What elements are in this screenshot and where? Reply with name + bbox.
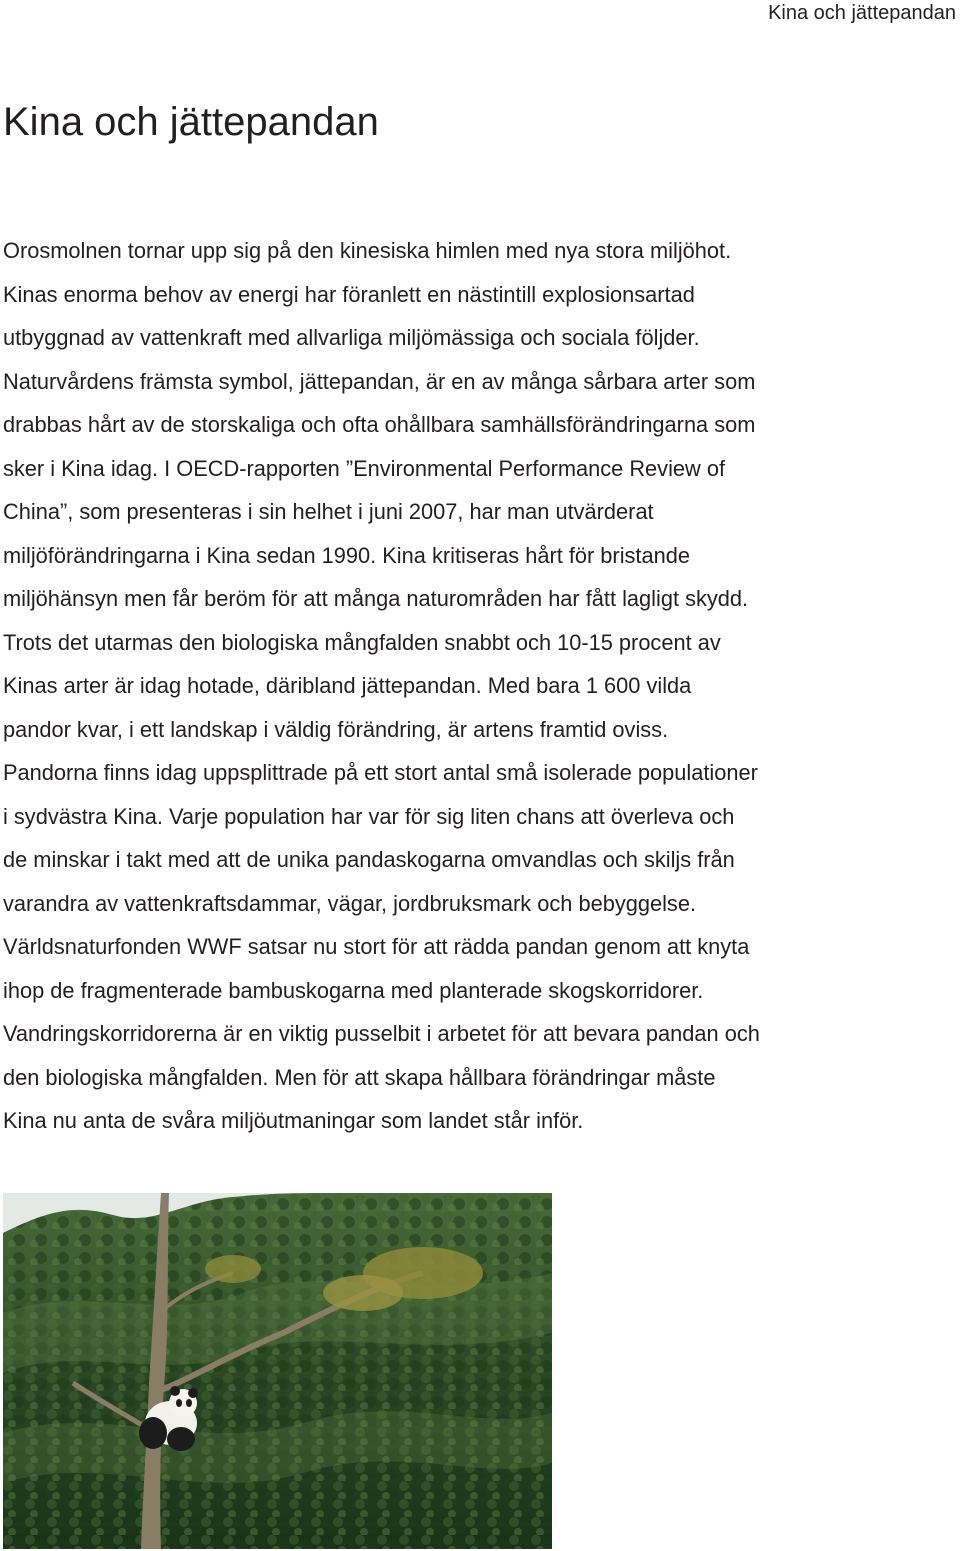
body-line: Världsnaturfonden WWF satsar nu stort för att rädda pandan genom att knyta [3,934,750,959]
body-line: Vandringskorridorerna är en viktig pusselbit i arbetet för att bevara pandan och [3,1021,760,1046]
body-line: miljöhänsyn men får beröm för att många naturområden har fått lagligt skydd. [3,586,749,611]
body-line: China”, som presenteras i sin helhet i juni 2007, har man utvärderat [3,499,654,524]
body-line: de minskar i takt med att de unika pandaskogarna omvandlas och skiljs från [3,847,735,872]
body-line: varandra av vattenkraftsdammar, vägar, jordbruksmark och bebyggelse. [3,890,696,916]
panda-in-tree-photo [3,1193,552,1549]
body-line: Pandorna finns idag uppsplittrade på ett stort antal små isolerade populationer [3,760,758,785]
page-title: Kina och jättepandan [3,100,379,144]
running-header: Kina och jättepandan [768,2,956,24]
body-line: pandor kvar, i ett landskap i väldig förändring, är artens framtid oviss. [3,716,669,742]
body-line: sker i Kina idag. I OECD-rapporten ”Environmental Performance Review of [3,455,726,481]
body-line: drabbas hårt av de storskaliga och ofta ohållbara samhällsförändringarna som [3,412,756,437]
body-line: Orosmolnen tornar upp sig på den kinesiska himlen med nya stora miljöhot. [3,238,732,263]
body-line: miljöförändringarna i Kina sedan 1990. Kina kritiseras hårt för bristande [3,542,690,568]
body-line: den biologiska mångfalden. Men för att skapa hållbara förändringar måste [3,1064,716,1090]
body-line: Trots det utarmas den biologiska mångfalden snabbt och 10-15 procent av [3,629,721,655]
body-line: i sydvästra Kina. Varje population har var för sig liten chans att överleva och [3,803,735,829]
body-line: Naturvårdens främsta symbol, jättepandan, är en av många sårbara arter som [3,368,756,394]
body-line: Kinas arter är idag hotade, däribland jättepandan. Med bara 1 600 vilda [3,673,692,698]
body-line: ihop de fragmenterade bambuskogarna med planterade skogskorridorer. [3,977,704,1003]
body-line: Kinas enorma behov av energi har föranlett en nästintill explosionsartad [3,281,695,307]
body-line: utbyggnad av vattenkraft med allvarliga miljömässiga och sociala följder. [3,325,700,350]
body-line: Kina nu anta de svåra miljöutmaningar som landet står inför. [3,1108,584,1133]
article-body [3,229,943,1143]
